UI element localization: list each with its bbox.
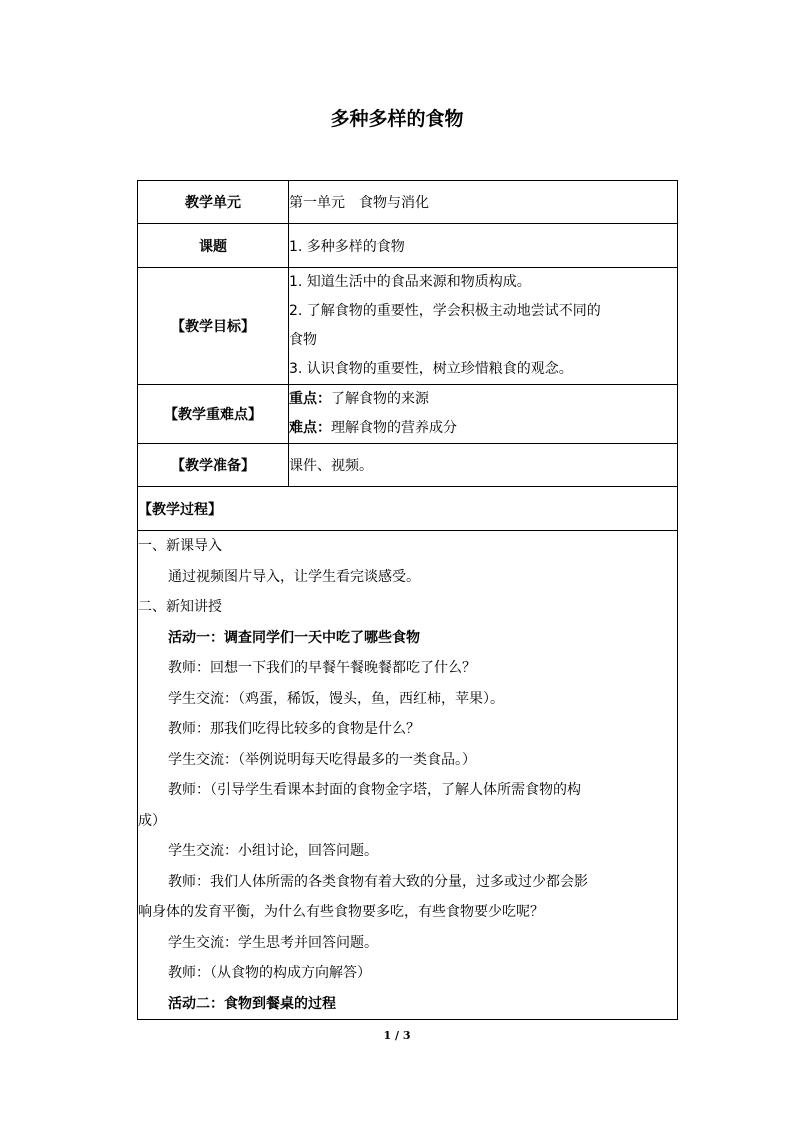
topic-value: 1. 多种多样的食物 [289,224,678,268]
goal-line: 食物 [289,332,317,348]
key-point-label: 重点： [289,391,331,407]
unit-value: 第一单元 食物与消化 [289,181,678,224]
unit-label: 教学单元 [138,181,289,224]
process-line: 响身体的发育平衡，为什么有些食物要多吃，有些食物要少吃呢？ [138,904,544,920]
goal-line: 3. 认识食物的重要性，树立珍惜粮食的观念。 [289,361,573,377]
process-line: 教师：（引导学生看课本封面的食物金字塔，了解人体所需食物的构 [168,782,581,798]
process-line: 一、新课导入 [138,538,222,554]
difficult-point-value: 理解食物的营养成分 [331,420,457,436]
prep-row [138,444,678,487]
goal-line: 2. 了解食物的重要性，学会积极主动地尝试不同的 [289,303,601,319]
key-points-label: 【教学重难点】 [138,385,289,444]
difficult-point-label: 难点： [289,420,331,436]
process-line: 教师：回想一下我们的早餐午餐晚餐都吃了什么？ [168,660,476,676]
unit-row [138,181,678,224]
process-label: 【教学过程】 [138,487,678,531]
process-line: 成） [138,812,166,829]
process-line: 教师：我们人体所需的各类食物有着大致的分量，过多或过少都会影 [168,873,588,890]
process-header-row [138,487,678,531]
process-line: 学生交流：（举例说明每天吃得最多的一类食品。） [168,751,476,768]
key-points-value [289,385,678,444]
goal-line: 1. 知道生活中的食品来源和物质构成。 [289,274,531,290]
process-line: 二、新知讲授 [138,599,222,615]
process-body-row [138,531,678,1020]
process-line: 通过视频图片导入，让学生看完谈感受。 [168,568,420,585]
process-line: 学生交流：（鸡蛋，稀饭，馒头，鱼，西红柿，苹果）。 [168,690,504,707]
key-point-line [289,385,677,414]
process-line: 教师：（从食物的构成方向解答） [168,965,371,981]
activity-heading: 活动一：调查同学们一天中吃了哪些食物 [168,629,420,646]
document-title: 多种多样的食物 [330,108,464,130]
key-point-value: 了解食物的来源 [331,391,429,407]
key-points-row [138,385,678,444]
topic-label: 课题 [138,224,289,268]
difficult-point-line [289,414,677,443]
process-body [138,531,678,1020]
activity-heading: 活动二：食物到餐桌的过程 [168,995,336,1012]
process-line: 学生交流：学生思考并回答问题。 [168,934,378,951]
prep-label: 【教学准备】 [138,444,289,487]
lesson-plan-table [137,180,678,1020]
process-line: 学生交流：小组讨论，回答问题。 [168,843,378,859]
page-number: 1 / 3 [383,1029,411,1042]
goals-row [138,268,678,385]
topic-row [138,224,678,268]
prep-value: 课件、视频。 [289,444,678,487]
process-line: 教师：那我们吃得比较多的食物是什么？ [168,721,420,737]
goals-value [289,268,678,385]
goals-label: 【教学目标】 [138,268,289,385]
